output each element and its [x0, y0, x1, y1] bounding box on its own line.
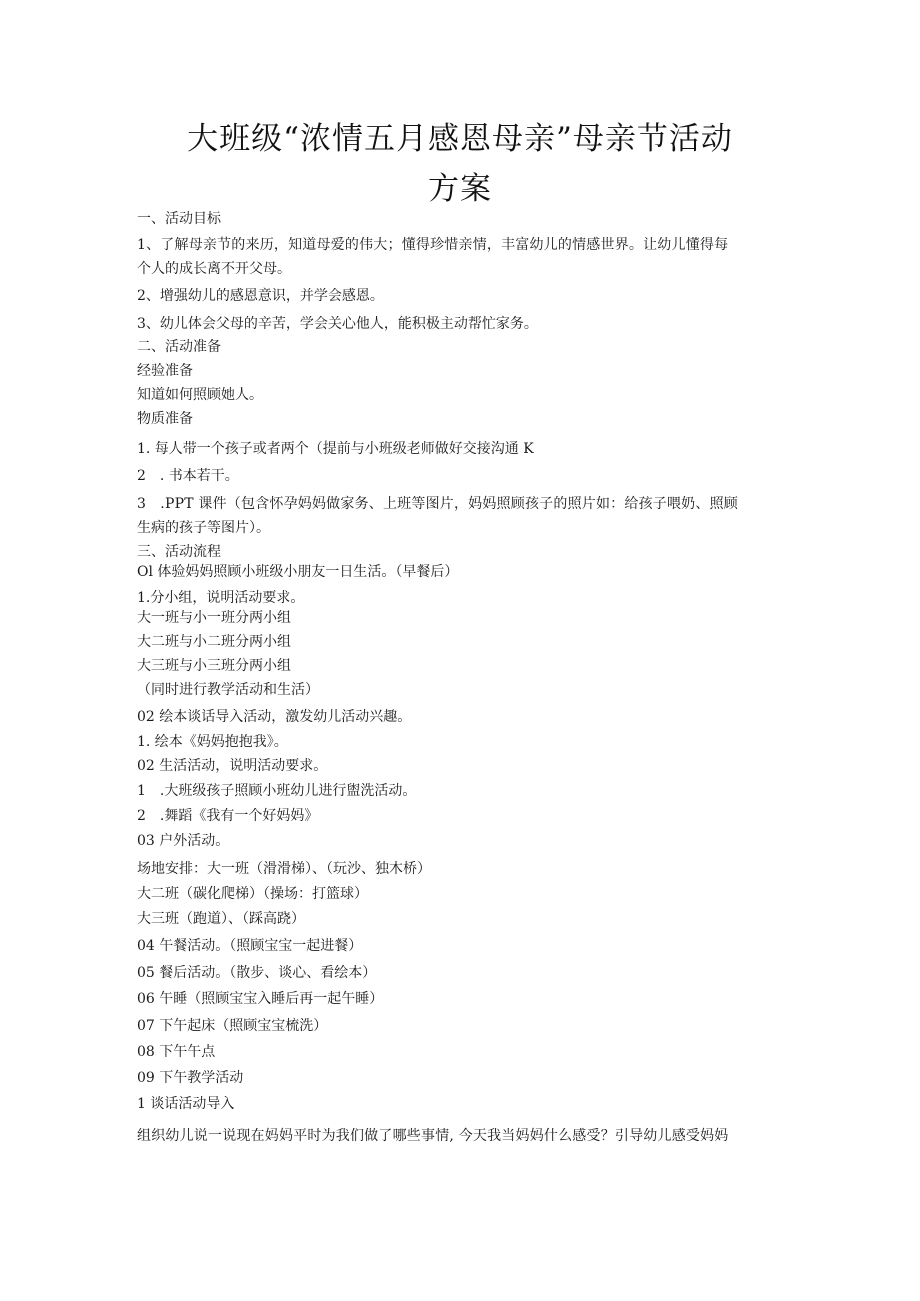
paragraph-line: 2、增强幼儿的感恩意识，并学会感恩。 [137, 288, 384, 304]
list-item: 2 .舞蹈《我有一个好妈妈》 [137, 808, 319, 824]
list-item: 1. 绘本《妈妈抱抱我》。 [137, 734, 288, 750]
section-heading-goals: 一、活动目标 [137, 211, 221, 227]
paragraph-line: 组织幼儿说一说现在妈妈平时为我们做了哪些事情, 今天我当妈妈什么感受？引导幼儿感受妈妈 [137, 1128, 729, 1144]
subheading-materials: 物质准备 [137, 411, 193, 427]
list-item: 1.分小组，说明活动要求。 [137, 590, 305, 606]
list-item: 2 . 书本若干。 [137, 468, 239, 484]
list-item: 03 户外活动。 [137, 833, 230, 849]
paragraph-line: 大三班与小三班分两小组 [137, 658, 291, 674]
list-item: Ol 体验妈妈照顾小班级小朋友一日生活。（早餐后） [137, 564, 459, 580]
list-item: 3 .PPT 课件（包含怀孕妈妈做家务、上班等图片，妈妈照顾孩子的照片如：给孩子喂奶、照顾 [137, 496, 738, 512]
document-title-line-1: 大班级“浓情五月感恩母亲”母亲节活动 [187, 121, 733, 157]
paragraph-line: 大三班（跑道）、（踩高跷） [137, 911, 305, 927]
list-item: 1 谈话活动导入 [137, 1096, 235, 1112]
paragraph-line: 3、幼儿体会父母的辛苦，学会关心他人，能积极主动帮忙家务。 [137, 316, 538, 332]
list-item: 08 下午午点 [137, 1044, 216, 1060]
paragraph-line: 大二班与小二班分两小组 [137, 634, 291, 650]
section-heading-process: 三、活动流程 [137, 544, 221, 560]
paragraph-line: 1、了解母亲节的来历，知道母爱的伟大；懂得珍惜亲情，丰富幼儿的情感世界。让幼儿懂得每 [137, 237, 729, 253]
list-item: 05 餐后活动。（散步、谈心、看绘本） [137, 965, 377, 981]
paragraph-line: 生病的孩子等图片）。 [137, 520, 270, 536]
list-item: 09 下午教学活动 [137, 1070, 244, 1086]
list-item: 1. 每人带一个孩子或者两个（提前与小班级老师做好交接沟通 K [137, 441, 534, 457]
paragraph-line: 个人的成长离不开父母。 [137, 261, 291, 277]
list-item: 06 午睡（照顾宝宝入睡后再一起午睡） [137, 991, 384, 1007]
paragraph-line: 大一班与小一班分两小组 [137, 610, 291, 626]
paragraph-line: 知道如何照顾她人。 [137, 387, 263, 403]
list-item: 02 生活活动，说明活动要求。 [137, 758, 328, 774]
paragraph-line: （同时进行教学活动和生活） [137, 682, 319, 698]
list-item: 04 午餐活动。（照顾宝宝一起进餐） [137, 938, 363, 954]
paragraph-line: 大二班（碳化爬梯）（操场：打篮球） [137, 886, 368, 902]
list-item: 1 .大班级孩子照顾小班幼儿进行盥洗活动。 [137, 783, 417, 799]
paragraph-line: 场地安排：大一班（滑滑梯）、（玩沙、独木桥） [137, 861, 431, 877]
document-title-line-2: 方案 [428, 171, 492, 207]
list-item: 02 绘本谈话导入活动，激发幼儿活动兴趣。 [137, 709, 412, 725]
section-heading-preparation: 二、活动准备 [137, 339, 221, 355]
list-item: 07 下午起床（照顾宝宝梳洗） [137, 1018, 328, 1034]
subheading-experience: 经验准备 [137, 363, 193, 379]
